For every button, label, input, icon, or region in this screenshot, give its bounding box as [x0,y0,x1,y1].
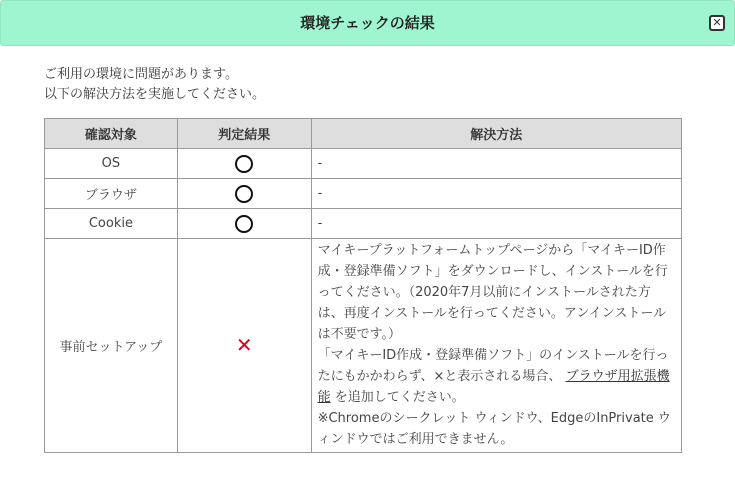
solution-paragraph-2 [318,345,675,408]
row-target: 事前セットアップ [45,239,178,453]
close-icon[interactable]: ✕ [709,15,725,31]
message [44,65,265,105]
solution-paragraph-1: マイキープラットフォームトップページから「マイキーID作成・登録準備ソフト」をダウンロードし、インストールを行ってください。（2020年7月以前にインストールされた方は、再度インストールを行ってください。アンインストールは不要です。） [317,243,668,342]
dialog-header [0,0,735,46]
table-row [45,179,682,209]
result-table [44,118,682,453]
row-target: OS [45,149,178,179]
header-target: 確認対象 [45,119,178,149]
solution-text: 「マイキーID作成・登録準備ソフト」のインストールを行ったにもかかわらず、×と表示される場合、 [317,348,669,384]
dialog-title: 環境チェックの結果 [300,14,435,32]
browser-extension-link[interactable]: ブラウザ用拡張機能 [317,369,670,405]
header-solution: 解決方法 [311,119,681,149]
circle-icon [235,215,253,233]
row-result [177,149,311,179]
message-line-2: 以下の解決方法を実施してください。 [44,87,266,102]
solution-text: を追加してください。 [334,390,465,405]
cross-icon: ✕ [235,333,253,357]
row-result [177,209,311,239]
row-solution [311,239,681,453]
table-row [45,239,682,453]
row-solution: - [311,179,681,209]
row-result [177,179,311,209]
circle-icon [235,185,253,203]
message-line-1: ご利用の環境に問題があります。 [44,67,238,82]
solution-paragraph-3: ※Chromeのシークレット ウィンドウ、EdgeのInPrivate ウィンドウではご利用できません。 [317,411,671,447]
row-solution: - [311,149,681,179]
table-row [45,209,682,239]
row-result [177,239,311,453]
circle-icon [235,155,253,173]
table-header-row [45,119,682,149]
row-target: Cookie [45,209,178,239]
header-result: 判定結果 [177,119,311,149]
table-row [45,149,682,179]
row-solution: - [311,209,681,239]
row-target: ブラウザ [45,179,178,209]
